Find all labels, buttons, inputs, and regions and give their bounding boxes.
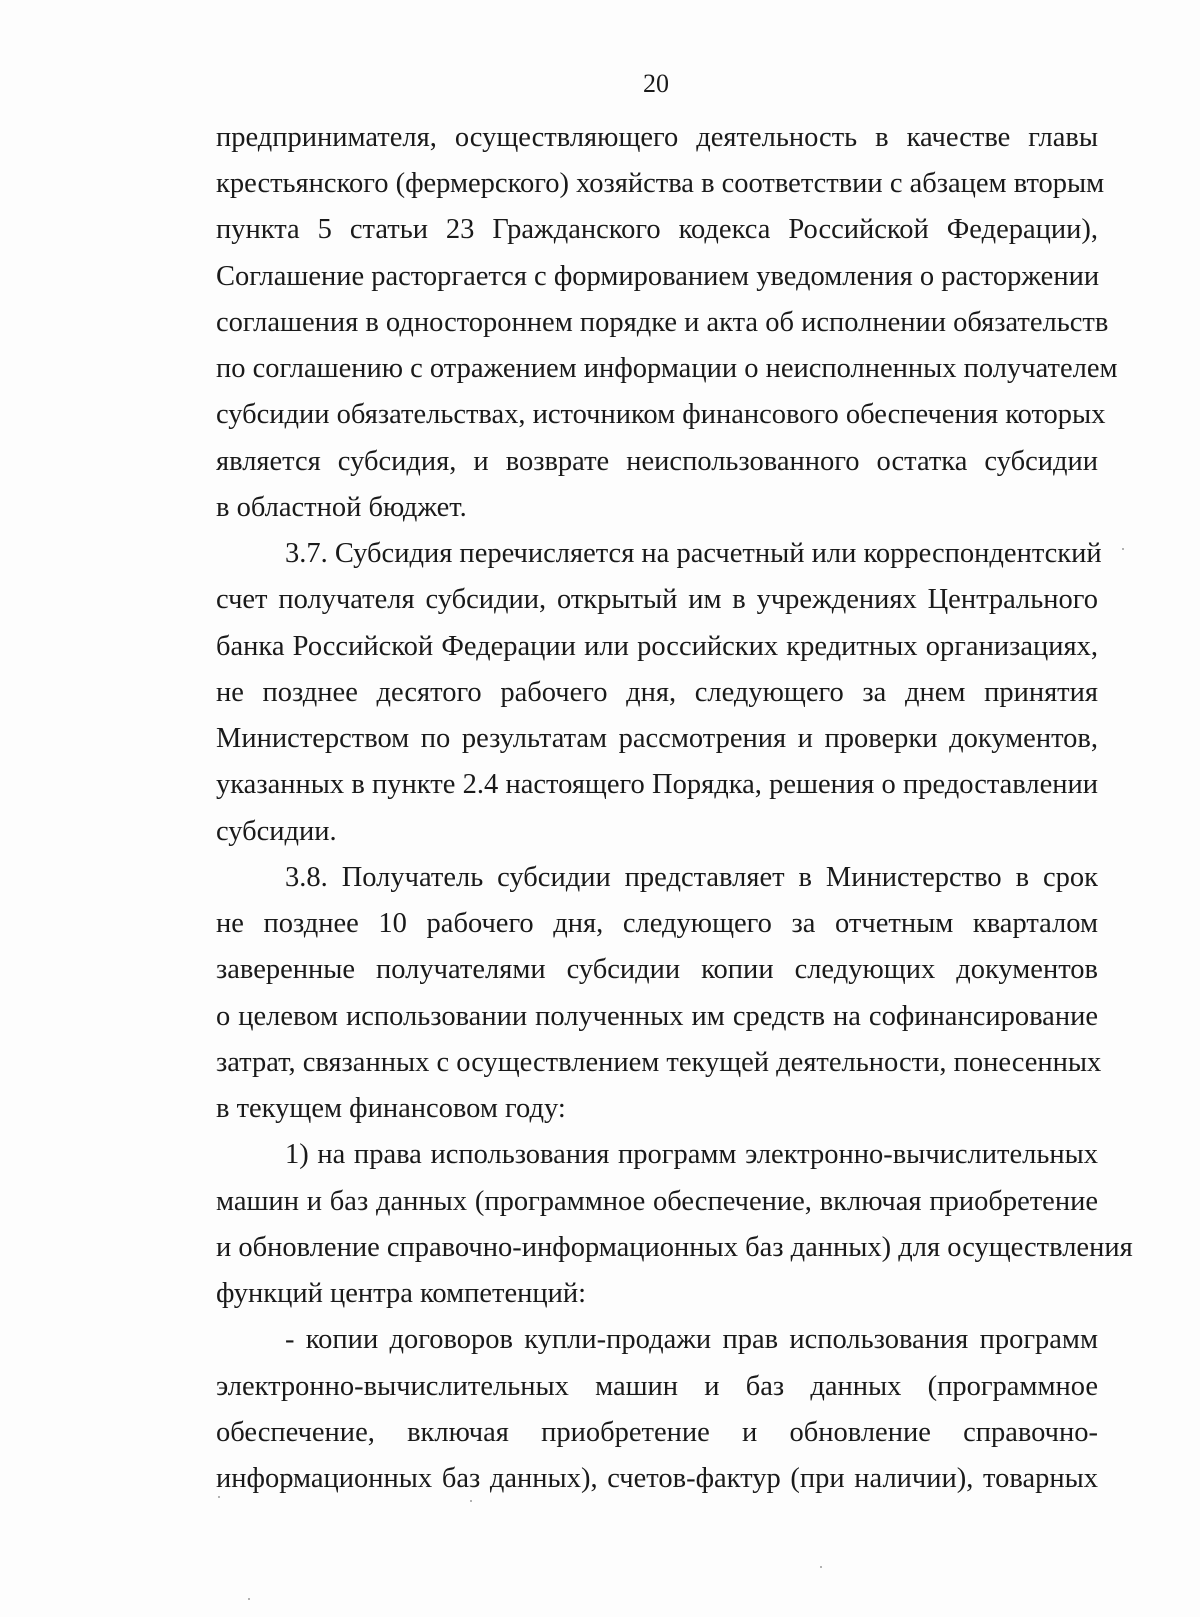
scan-speck bbox=[820, 1566, 822, 1568]
text-line: указанных в пункте 2.4 настоящего Порядка, решения о предоставлении bbox=[216, 769, 1098, 800]
text-line: электронно-вычислительных машин и баз данных (программное bbox=[216, 1371, 1098, 1402]
text-line: Соглашение расторгается с формированием уведомления о расторжении bbox=[216, 261, 1100, 292]
text-line: обеспечение, включая приобретение и обновление справочно- bbox=[216, 1417, 1098, 1448]
text-line: машин и баз данных (программное обеспечение, включая приобретение bbox=[216, 1186, 1098, 1217]
text-line: и обновление справочно-информационных баз данных) для осуществления bbox=[216, 1232, 1133, 1263]
paragraph-first-line: - копии договоров купли-продажи прав использования программ bbox=[285, 1324, 1098, 1355]
scan-speck bbox=[248, 1598, 250, 1600]
paragraph-first-line: 3.7. Субсидия перечисляется на расчетный или корреспондентский bbox=[285, 538, 1102, 569]
text-line: предпринимателя, осуществляющего деятельность в качестве главы bbox=[216, 122, 1098, 153]
text-line: субсидии. bbox=[216, 816, 337, 847]
text-line: о целевом использовании полученных им средств на софинансирование bbox=[216, 1001, 1098, 1032]
text-line: не позднее 10 рабочего дня, следующего за отчетным кварталом bbox=[216, 908, 1098, 939]
text-line: в текущем финансовом году: bbox=[216, 1093, 566, 1124]
text-line: банка Российской Федерации или российских кредитных организациях, bbox=[216, 631, 1098, 662]
scan-speck bbox=[1122, 548, 1124, 550]
text-line: затрат, связанных с осуществлением текущей деятельности, понесенных bbox=[216, 1047, 1102, 1078]
text-line: субсидии обязательствах, источником финансового обеспечения которых bbox=[216, 399, 1106, 430]
text-line: заверенные получателями субсидии копии следующих документов bbox=[216, 954, 1098, 985]
text-line: пункта 5 статьи 23 Гражданского кодекса Российской Федерации), bbox=[216, 214, 1098, 245]
text-line: Министерством по результатам рассмотрения и проверки документов, bbox=[216, 723, 1098, 754]
paragraph-first-line: 3.8. Получатель субсидии представляет в Министерство в срок bbox=[285, 862, 1098, 893]
text-line: в областной бюджет. bbox=[216, 492, 467, 523]
text-line: счет получателя субсидии, открытый им в учреждениях Центрального bbox=[216, 584, 1098, 615]
text-line: соглашения в одностороннем порядке и акта об исполнении обязательств bbox=[216, 307, 1109, 338]
scan-speck bbox=[218, 1496, 220, 1498]
paragraph-first-line: 1) на права использования программ электронно-вычислительных bbox=[285, 1139, 1098, 1170]
page-number: 20 bbox=[643, 69, 669, 98]
scan-speck bbox=[470, 1500, 472, 1502]
text-line: не позднее десятого рабочего дня, следующего за днем принятия bbox=[216, 677, 1098, 708]
text-line: по соглашению с отражением информации о неисполненных получателем bbox=[216, 353, 1118, 384]
text-line: является субсидия, и возврате неиспользованного остатка субсидии bbox=[216, 446, 1098, 477]
text-line: крестьянского (фермерского) хозяйства в соответствии с абзацем вторым bbox=[216, 168, 1105, 199]
text-line: функций центра компетенций: bbox=[216, 1278, 587, 1309]
text-line: информационных баз данных), счетов-фактур (при наличии), товарных bbox=[216, 1463, 1098, 1494]
